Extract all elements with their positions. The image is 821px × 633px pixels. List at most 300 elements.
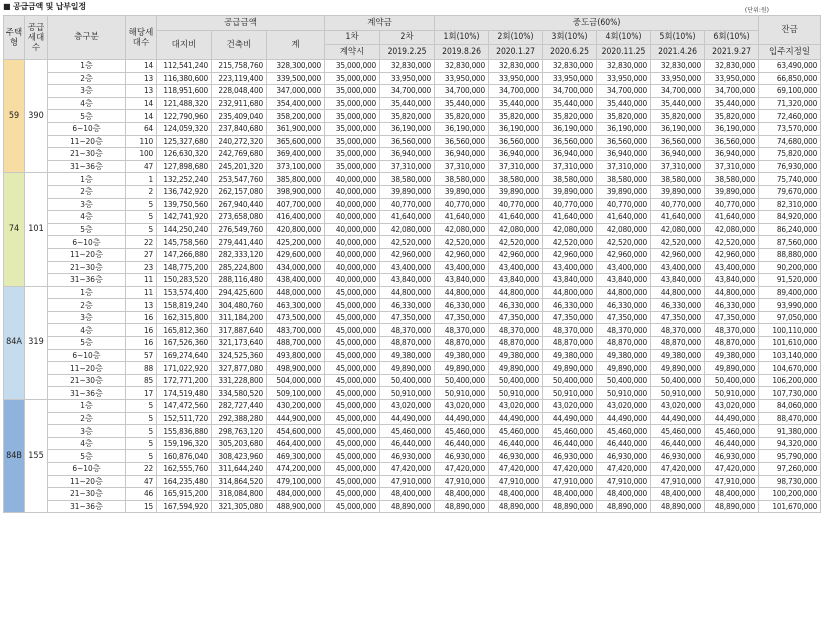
interim-3-cell: 44,490,000 bbox=[543, 412, 597, 425]
deposit-1-cell: 40,000,000 bbox=[325, 236, 380, 249]
interim-1-cell: 41,640,000 bbox=[435, 211, 489, 224]
col-header-floor: 층구분 bbox=[48, 16, 126, 60]
interim-1-cell: 45,460,000 bbox=[435, 425, 489, 438]
interim-3-cell: 48,870,000 bbox=[543, 337, 597, 350]
house-type-cell: 84B bbox=[4, 400, 25, 513]
table-row bbox=[4, 500, 821, 513]
table-row bbox=[4, 337, 821, 350]
interim-5-cell: 36,190,000 bbox=[651, 122, 705, 135]
building-price-cell: 240,272,320 bbox=[212, 135, 267, 148]
house-type-cell: 84A bbox=[4, 286, 25, 399]
building-price-cell: 223,119,400 bbox=[212, 72, 267, 85]
land-price-cell: 174,519,480 bbox=[157, 387, 212, 400]
units-cell: 16 bbox=[126, 324, 157, 337]
building-price-cell: 304,480,760 bbox=[212, 299, 267, 312]
col-header-interim-5: 5회(10%) bbox=[651, 31, 705, 45]
balance-cell: 93,990,000 bbox=[759, 299, 821, 312]
interim-4-cell: 36,940,000 bbox=[597, 148, 651, 161]
units-cell: 14 bbox=[126, 60, 157, 73]
interim-6-cell: 44,490,000 bbox=[705, 412, 759, 425]
floor-cell: 2층 bbox=[48, 299, 126, 312]
total-price-cell: 473,500,000 bbox=[267, 311, 325, 324]
deposit-2-cell: 46,330,000 bbox=[380, 299, 435, 312]
deposit-2-cell: 32,830,000 bbox=[380, 60, 435, 73]
deposit-2-cell: 46,930,000 bbox=[380, 450, 435, 463]
interim-1-cell: 47,910,000 bbox=[435, 475, 489, 488]
interim-3-cell: 37,310,000 bbox=[543, 160, 597, 173]
interim-5-cell: 49,380,000 bbox=[651, 349, 705, 362]
building-price-cell: 294,425,600 bbox=[212, 286, 267, 299]
interim-2-cell: 46,440,000 bbox=[489, 437, 543, 450]
deposit-2-cell: 39,890,000 bbox=[380, 185, 435, 198]
total-price-cell: 454,600,000 bbox=[267, 425, 325, 438]
col-header-interim-2-date: 2020.1.27 bbox=[489, 45, 543, 60]
total-price-cell: 361,900,000 bbox=[267, 122, 325, 135]
interim-6-cell: 42,080,000 bbox=[705, 223, 759, 236]
interim-6-cell: 43,840,000 bbox=[705, 274, 759, 287]
table-row bbox=[4, 248, 821, 261]
interim-4-cell: 42,960,000 bbox=[597, 248, 651, 261]
interim-2-cell: 33,950,000 bbox=[489, 72, 543, 85]
interim-3-cell: 36,190,000 bbox=[543, 122, 597, 135]
interim-1-cell: 46,930,000 bbox=[435, 450, 489, 463]
table-row bbox=[4, 324, 821, 337]
land-price-cell: 169,274,640 bbox=[157, 349, 212, 362]
deposit-1-cell: 35,000,000 bbox=[325, 60, 380, 73]
land-price-cell: 147,472,560 bbox=[157, 400, 212, 413]
interim-2-cell: 41,640,000 bbox=[489, 211, 543, 224]
col-header-interim-1-date: 2019.8.26 bbox=[435, 45, 489, 60]
balance-cell: 75,820,000 bbox=[759, 148, 821, 161]
interim-1-cell: 43,840,000 bbox=[435, 274, 489, 287]
units-cell: 100 bbox=[126, 148, 157, 161]
interim-4-cell: 35,820,000 bbox=[597, 110, 651, 123]
table-row bbox=[4, 173, 821, 186]
interim-1-cell: 35,440,000 bbox=[435, 97, 489, 110]
floor-cell: 5층 bbox=[48, 337, 126, 350]
deposit-2-cell: 40,770,000 bbox=[380, 198, 435, 211]
interim-4-cell: 49,380,000 bbox=[597, 349, 651, 362]
supply-units-cell: 101 bbox=[25, 173, 48, 286]
interim-6-cell: 46,930,000 bbox=[705, 450, 759, 463]
interim-6-cell: 47,420,000 bbox=[705, 463, 759, 476]
interim-6-cell: 50,400,000 bbox=[705, 374, 759, 387]
total-price-cell: 483,700,000 bbox=[267, 324, 325, 337]
total-price-cell: 448,000,000 bbox=[267, 286, 325, 299]
interim-3-cell: 42,520,000 bbox=[543, 236, 597, 249]
balance-cell: 76,930,000 bbox=[759, 160, 821, 173]
interim-5-cell: 50,910,000 bbox=[651, 387, 705, 400]
balance-cell: 88,880,000 bbox=[759, 248, 821, 261]
col-header-balance: 잔금 bbox=[759, 16, 821, 45]
balance-cell: 89,400,000 bbox=[759, 286, 821, 299]
balance-cell: 72,460,000 bbox=[759, 110, 821, 123]
interim-2-cell: 42,520,000 bbox=[489, 236, 543, 249]
floor-cell: 4층 bbox=[48, 97, 126, 110]
table-row bbox=[4, 437, 821, 450]
table-row bbox=[4, 311, 821, 324]
interim-2-cell: 46,930,000 bbox=[489, 450, 543, 463]
total-price-cell: 434,000,000 bbox=[267, 261, 325, 274]
building-price-cell: 285,224,800 bbox=[212, 261, 267, 274]
building-price-cell: 228,048,400 bbox=[212, 85, 267, 98]
interim-1-cell: 49,380,000 bbox=[435, 349, 489, 362]
interim-6-cell: 47,910,000 bbox=[705, 475, 759, 488]
interim-5-cell: 41,640,000 bbox=[651, 211, 705, 224]
interim-6-cell: 39,890,000 bbox=[705, 185, 759, 198]
interim-4-cell: 43,400,000 bbox=[597, 261, 651, 274]
interim-2-cell: 48,400,000 bbox=[489, 488, 543, 501]
building-price-cell: 327,877,080 bbox=[212, 362, 267, 375]
total-price-cell: 358,200,000 bbox=[267, 110, 325, 123]
interim-1-cell: 40,770,000 bbox=[435, 198, 489, 211]
table-row bbox=[4, 374, 821, 387]
interim-5-cell: 46,330,000 bbox=[651, 299, 705, 312]
building-price-cell: 288,116,480 bbox=[212, 274, 267, 287]
interim-5-cell: 43,840,000 bbox=[651, 274, 705, 287]
interim-5-cell: 47,350,000 bbox=[651, 311, 705, 324]
interim-3-cell: 43,400,000 bbox=[543, 261, 597, 274]
deposit-2-cell: 42,080,000 bbox=[380, 223, 435, 236]
interim-6-cell: 43,020,000 bbox=[705, 400, 759, 413]
interim-3-cell: 42,960,000 bbox=[543, 248, 597, 261]
interim-2-cell: 38,580,000 bbox=[489, 173, 543, 186]
interim-5-cell: 35,820,000 bbox=[651, 110, 705, 123]
total-price-cell: 407,700,000 bbox=[267, 198, 325, 211]
interim-1-cell: 32,830,000 bbox=[435, 60, 489, 73]
col-header-supply-price: 공급금액 bbox=[157, 16, 325, 31]
interim-3-cell: 49,890,000 bbox=[543, 362, 597, 375]
interim-6-cell: 33,950,000 bbox=[705, 72, 759, 85]
price-schedule-table bbox=[3, 15, 821, 513]
land-price-cell: 132,252,240 bbox=[157, 173, 212, 186]
interim-5-cell: 44,490,000 bbox=[651, 412, 705, 425]
table-row bbox=[4, 160, 821, 173]
balance-cell: 94,320,000 bbox=[759, 437, 821, 450]
total-price-cell: 373,100,000 bbox=[267, 160, 325, 173]
building-price-cell: 308,423,960 bbox=[212, 450, 267, 463]
interim-5-cell: 36,940,000 bbox=[651, 148, 705, 161]
units-cell: 47 bbox=[126, 475, 157, 488]
col-header-interim-4-date: 2020.11.25 bbox=[597, 45, 651, 60]
total-price-cell: 444,900,000 bbox=[267, 412, 325, 425]
land-price-cell: 158,819,240 bbox=[157, 299, 212, 312]
deposit-1-cell: 35,000,000 bbox=[325, 122, 380, 135]
interim-2-cell: 47,350,000 bbox=[489, 311, 543, 324]
col-header-interim-4: 4회(10%) bbox=[597, 31, 651, 45]
total-price-cell: 488,900,000 bbox=[267, 500, 325, 513]
interim-5-cell: 46,440,000 bbox=[651, 437, 705, 450]
col-header-land: 대지비 bbox=[157, 31, 212, 60]
units-cell: 15 bbox=[126, 500, 157, 513]
land-price-cell: 155,836,880 bbox=[157, 425, 212, 438]
balance-cell: 75,740,000 bbox=[759, 173, 821, 186]
floor-cell: 3층 bbox=[48, 198, 126, 211]
col-header-total: 계 bbox=[267, 31, 325, 60]
interim-2-cell: 36,940,000 bbox=[489, 148, 543, 161]
interim-4-cell: 42,080,000 bbox=[597, 223, 651, 236]
interim-3-cell: 32,830,000 bbox=[543, 60, 597, 73]
deposit-1-cell: 45,000,000 bbox=[325, 311, 380, 324]
floor-cell: 1층 bbox=[48, 400, 126, 413]
deposit-1-cell: 45,000,000 bbox=[325, 425, 380, 438]
units-cell: 14 bbox=[126, 110, 157, 123]
deposit-1-cell: 45,000,000 bbox=[325, 400, 380, 413]
interim-4-cell: 47,420,000 bbox=[597, 463, 651, 476]
interim-5-cell: 50,400,000 bbox=[651, 374, 705, 387]
interim-4-cell: 43,840,000 bbox=[597, 274, 651, 287]
deposit-1-cell: 40,000,000 bbox=[325, 173, 380, 186]
interim-6-cell: 45,460,000 bbox=[705, 425, 759, 438]
interim-3-cell: 38,580,000 bbox=[543, 173, 597, 186]
units-cell: 5 bbox=[126, 223, 157, 236]
units-cell: 11 bbox=[126, 274, 157, 287]
deposit-2-cell: 37,310,000 bbox=[380, 160, 435, 173]
deposit-2-cell: 44,490,000 bbox=[380, 412, 435, 425]
interim-6-cell: 32,830,000 bbox=[705, 60, 759, 73]
interim-5-cell: 48,870,000 bbox=[651, 337, 705, 350]
interim-6-cell: 36,940,000 bbox=[705, 148, 759, 161]
floor-cell: 31~36층 bbox=[48, 500, 126, 513]
floor-cell: 2층 bbox=[48, 72, 126, 85]
balance-cell: 104,670,000 bbox=[759, 362, 821, 375]
balance-cell: 106,200,000 bbox=[759, 374, 821, 387]
building-price-cell: 262,157,080 bbox=[212, 185, 267, 198]
land-price-cell: 118,951,600 bbox=[157, 85, 212, 98]
interim-4-cell: 33,950,000 bbox=[597, 72, 651, 85]
col-header-building: 건축비 bbox=[212, 31, 267, 60]
interim-1-cell: 36,940,000 bbox=[435, 148, 489, 161]
units-cell: 85 bbox=[126, 374, 157, 387]
interim-3-cell: 50,400,000 bbox=[543, 374, 597, 387]
land-price-cell: 167,594,920 bbox=[157, 500, 212, 513]
interim-6-cell: 46,330,000 bbox=[705, 299, 759, 312]
building-price-cell: 237,840,680 bbox=[212, 122, 267, 135]
interim-5-cell: 39,890,000 bbox=[651, 185, 705, 198]
building-price-cell: 317,887,640 bbox=[212, 324, 267, 337]
deposit-1-cell: 35,000,000 bbox=[325, 148, 380, 161]
land-price-cell: 147,266,880 bbox=[157, 248, 212, 261]
land-price-cell: 171,022,920 bbox=[157, 362, 212, 375]
land-price-cell: 122,790,960 bbox=[157, 110, 212, 123]
interim-2-cell: 43,840,000 bbox=[489, 274, 543, 287]
floor-cell: 31~36층 bbox=[48, 160, 126, 173]
deposit-2-cell: 43,020,000 bbox=[380, 400, 435, 413]
land-price-cell: 172,771,200 bbox=[157, 374, 212, 387]
interim-5-cell: 48,890,000 bbox=[651, 500, 705, 513]
total-price-cell: 488,700,000 bbox=[267, 337, 325, 350]
total-price-cell: 479,100,000 bbox=[267, 475, 325, 488]
units-cell: 22 bbox=[126, 236, 157, 249]
interim-5-cell: 37,310,000 bbox=[651, 160, 705, 173]
total-price-cell: 347,000,000 bbox=[267, 85, 325, 98]
interim-3-cell: 48,400,000 bbox=[543, 488, 597, 501]
interim-4-cell: 48,870,000 bbox=[597, 337, 651, 350]
total-price-cell: 385,800,000 bbox=[267, 173, 325, 186]
deposit-1-cell: 40,000,000 bbox=[325, 223, 380, 236]
interim-2-cell: 48,370,000 bbox=[489, 324, 543, 337]
floor-cell: 1층 bbox=[48, 173, 126, 186]
land-price-cell: 127,898,680 bbox=[157, 160, 212, 173]
interim-4-cell: 44,800,000 bbox=[597, 286, 651, 299]
interim-3-cell: 36,560,000 bbox=[543, 135, 597, 148]
interim-1-cell: 33,950,000 bbox=[435, 72, 489, 85]
floor-cell: 1층 bbox=[48, 60, 126, 73]
deposit-1-cell: 45,000,000 bbox=[325, 299, 380, 312]
interim-3-cell: 39,890,000 bbox=[543, 185, 597, 198]
units-cell: 16 bbox=[126, 337, 157, 350]
deposit-2-cell: 48,400,000 bbox=[380, 488, 435, 501]
table-row bbox=[4, 425, 821, 438]
unit-note: (단위:원) bbox=[744, 7, 769, 14]
interim-1-cell: 39,890,000 bbox=[435, 185, 489, 198]
building-price-cell: 305,203,680 bbox=[212, 437, 267, 450]
floor-cell: 11~20층 bbox=[48, 248, 126, 261]
interim-1-cell: 48,400,000 bbox=[435, 488, 489, 501]
deposit-1-cell: 45,000,000 bbox=[325, 463, 380, 476]
building-price-cell: 279,441,440 bbox=[212, 236, 267, 249]
deposit-1-cell: 35,000,000 bbox=[325, 110, 380, 123]
floor-cell: 5층 bbox=[48, 450, 126, 463]
total-price-cell: 429,600,000 bbox=[267, 248, 325, 261]
interim-3-cell: 41,640,000 bbox=[543, 211, 597, 224]
interim-6-cell: 35,820,000 bbox=[705, 110, 759, 123]
units-cell: 5 bbox=[126, 198, 157, 211]
interim-6-cell: 49,890,000 bbox=[705, 362, 759, 375]
deposit-2-cell: 50,400,000 bbox=[380, 374, 435, 387]
floor-cell: 31~36층 bbox=[48, 274, 126, 287]
units-cell: 110 bbox=[126, 135, 157, 148]
balance-cell: 95,790,000 bbox=[759, 450, 821, 463]
land-price-cell: 112,541,240 bbox=[157, 60, 212, 73]
building-price-cell: 324,525,360 bbox=[212, 349, 267, 362]
interim-5-cell: 45,460,000 bbox=[651, 425, 705, 438]
total-price-cell: 484,000,000 bbox=[267, 488, 325, 501]
deposit-1-cell: 45,000,000 bbox=[325, 500, 380, 513]
balance-cell: 74,680,000 bbox=[759, 135, 821, 148]
interim-2-cell: 35,820,000 bbox=[489, 110, 543, 123]
interim-2-cell: 34,700,000 bbox=[489, 85, 543, 98]
total-price-cell: 504,000,000 bbox=[267, 374, 325, 387]
interim-3-cell: 45,460,000 bbox=[543, 425, 597, 438]
interim-5-cell: 43,400,000 bbox=[651, 261, 705, 274]
interim-5-cell: 36,560,000 bbox=[651, 135, 705, 148]
deposit-2-cell: 47,910,000 bbox=[380, 475, 435, 488]
interim-4-cell: 48,370,000 bbox=[597, 324, 651, 337]
interim-1-cell: 37,310,000 bbox=[435, 160, 489, 173]
interim-3-cell: 36,940,000 bbox=[543, 148, 597, 161]
interim-2-cell: 46,330,000 bbox=[489, 299, 543, 312]
deposit-2-cell: 48,890,000 bbox=[380, 500, 435, 513]
table-row bbox=[4, 299, 821, 312]
deposit-1-cell: 45,000,000 bbox=[325, 437, 380, 450]
total-price-cell: 369,400,000 bbox=[267, 148, 325, 161]
interim-6-cell: 36,560,000 bbox=[705, 135, 759, 148]
page-title: ■ 공급금액 및 납부일정 bbox=[3, 2, 86, 11]
balance-cell: 101,610,000 bbox=[759, 337, 821, 350]
interim-6-cell: 47,350,000 bbox=[705, 311, 759, 324]
deposit-2-cell: 43,840,000 bbox=[380, 274, 435, 287]
table-row bbox=[4, 72, 821, 85]
col-header-interim: 중도금(60%) bbox=[435, 16, 759, 31]
interim-3-cell: 48,370,000 bbox=[543, 324, 597, 337]
interim-4-cell: 45,460,000 bbox=[597, 425, 651, 438]
units-cell: 13 bbox=[126, 72, 157, 85]
deposit-1-cell: 40,000,000 bbox=[325, 198, 380, 211]
table-row bbox=[4, 211, 821, 224]
floor-cell: 3층 bbox=[48, 425, 126, 438]
interim-6-cell: 41,640,000 bbox=[705, 211, 759, 224]
balance-cell: 107,730,000 bbox=[759, 387, 821, 400]
deposit-2-cell: 33,950,000 bbox=[380, 72, 435, 85]
building-price-cell: 273,658,080 bbox=[212, 211, 267, 224]
balance-cell: 91,380,000 bbox=[759, 425, 821, 438]
interim-1-cell: 42,080,000 bbox=[435, 223, 489, 236]
balance-cell: 101,670,000 bbox=[759, 500, 821, 513]
interim-4-cell: 43,020,000 bbox=[597, 400, 651, 413]
land-price-cell: 124,059,320 bbox=[157, 122, 212, 135]
interim-4-cell: 44,490,000 bbox=[597, 412, 651, 425]
units-cell: 88 bbox=[126, 362, 157, 375]
building-price-cell: 311,644,240 bbox=[212, 463, 267, 476]
interim-5-cell: 48,400,000 bbox=[651, 488, 705, 501]
col-header-interim-2: 2회(10%) bbox=[489, 31, 543, 45]
interim-2-cell: 37,310,000 bbox=[489, 160, 543, 173]
balance-cell: 88,470,000 bbox=[759, 412, 821, 425]
table-row bbox=[4, 400, 821, 413]
units-cell: 5 bbox=[126, 425, 157, 438]
deposit-1-cell: 45,000,000 bbox=[325, 475, 380, 488]
interim-1-cell: 47,420,000 bbox=[435, 463, 489, 476]
interim-4-cell: 46,330,000 bbox=[597, 299, 651, 312]
building-price-cell: 215,758,760 bbox=[212, 60, 267, 73]
deposit-2-cell: 48,870,000 bbox=[380, 337, 435, 350]
total-price-cell: 425,200,000 bbox=[267, 236, 325, 249]
total-price-cell: 398,900,000 bbox=[267, 185, 325, 198]
interim-5-cell: 40,770,000 bbox=[651, 198, 705, 211]
building-price-cell: 232,911,680 bbox=[212, 97, 267, 110]
building-price-cell: 311,184,200 bbox=[212, 311, 267, 324]
total-price-cell: 469,300,000 bbox=[267, 450, 325, 463]
interim-2-cell: 49,380,000 bbox=[489, 349, 543, 362]
interim-2-cell: 47,910,000 bbox=[489, 475, 543, 488]
land-price-cell: 153,574,400 bbox=[157, 286, 212, 299]
interim-6-cell: 43,400,000 bbox=[705, 261, 759, 274]
deposit-1-cell: 35,000,000 bbox=[325, 160, 380, 173]
total-price-cell: 354,400,000 bbox=[267, 97, 325, 110]
interim-2-cell: 50,910,000 bbox=[489, 387, 543, 400]
interim-4-cell: 46,440,000 bbox=[597, 437, 651, 450]
building-price-cell: 334,580,520 bbox=[212, 387, 267, 400]
interim-4-cell: 49,890,000 bbox=[597, 362, 651, 375]
deposit-1-cell: 45,000,000 bbox=[325, 387, 380, 400]
interim-5-cell: 33,950,000 bbox=[651, 72, 705, 85]
table-row bbox=[4, 85, 821, 98]
floor-cell: 4층 bbox=[48, 437, 126, 450]
interim-4-cell: 35,440,000 bbox=[597, 97, 651, 110]
deposit-2-cell: 35,440,000 bbox=[380, 97, 435, 110]
interim-6-cell: 37,310,000 bbox=[705, 160, 759, 173]
total-price-cell: 493,800,000 bbox=[267, 349, 325, 362]
supply-units-cell: 319 bbox=[25, 286, 48, 399]
deposit-2-cell: 46,440,000 bbox=[380, 437, 435, 450]
balance-cell: 71,320,000 bbox=[759, 97, 821, 110]
col-header-interim-3-date: 2020.6.25 bbox=[543, 45, 597, 60]
col-header-interim-6-date: 2021.9.27 bbox=[705, 45, 759, 60]
interim-5-cell: 47,910,000 bbox=[651, 475, 705, 488]
table-row bbox=[4, 450, 821, 463]
floor-cell: 11~20층 bbox=[48, 135, 126, 148]
